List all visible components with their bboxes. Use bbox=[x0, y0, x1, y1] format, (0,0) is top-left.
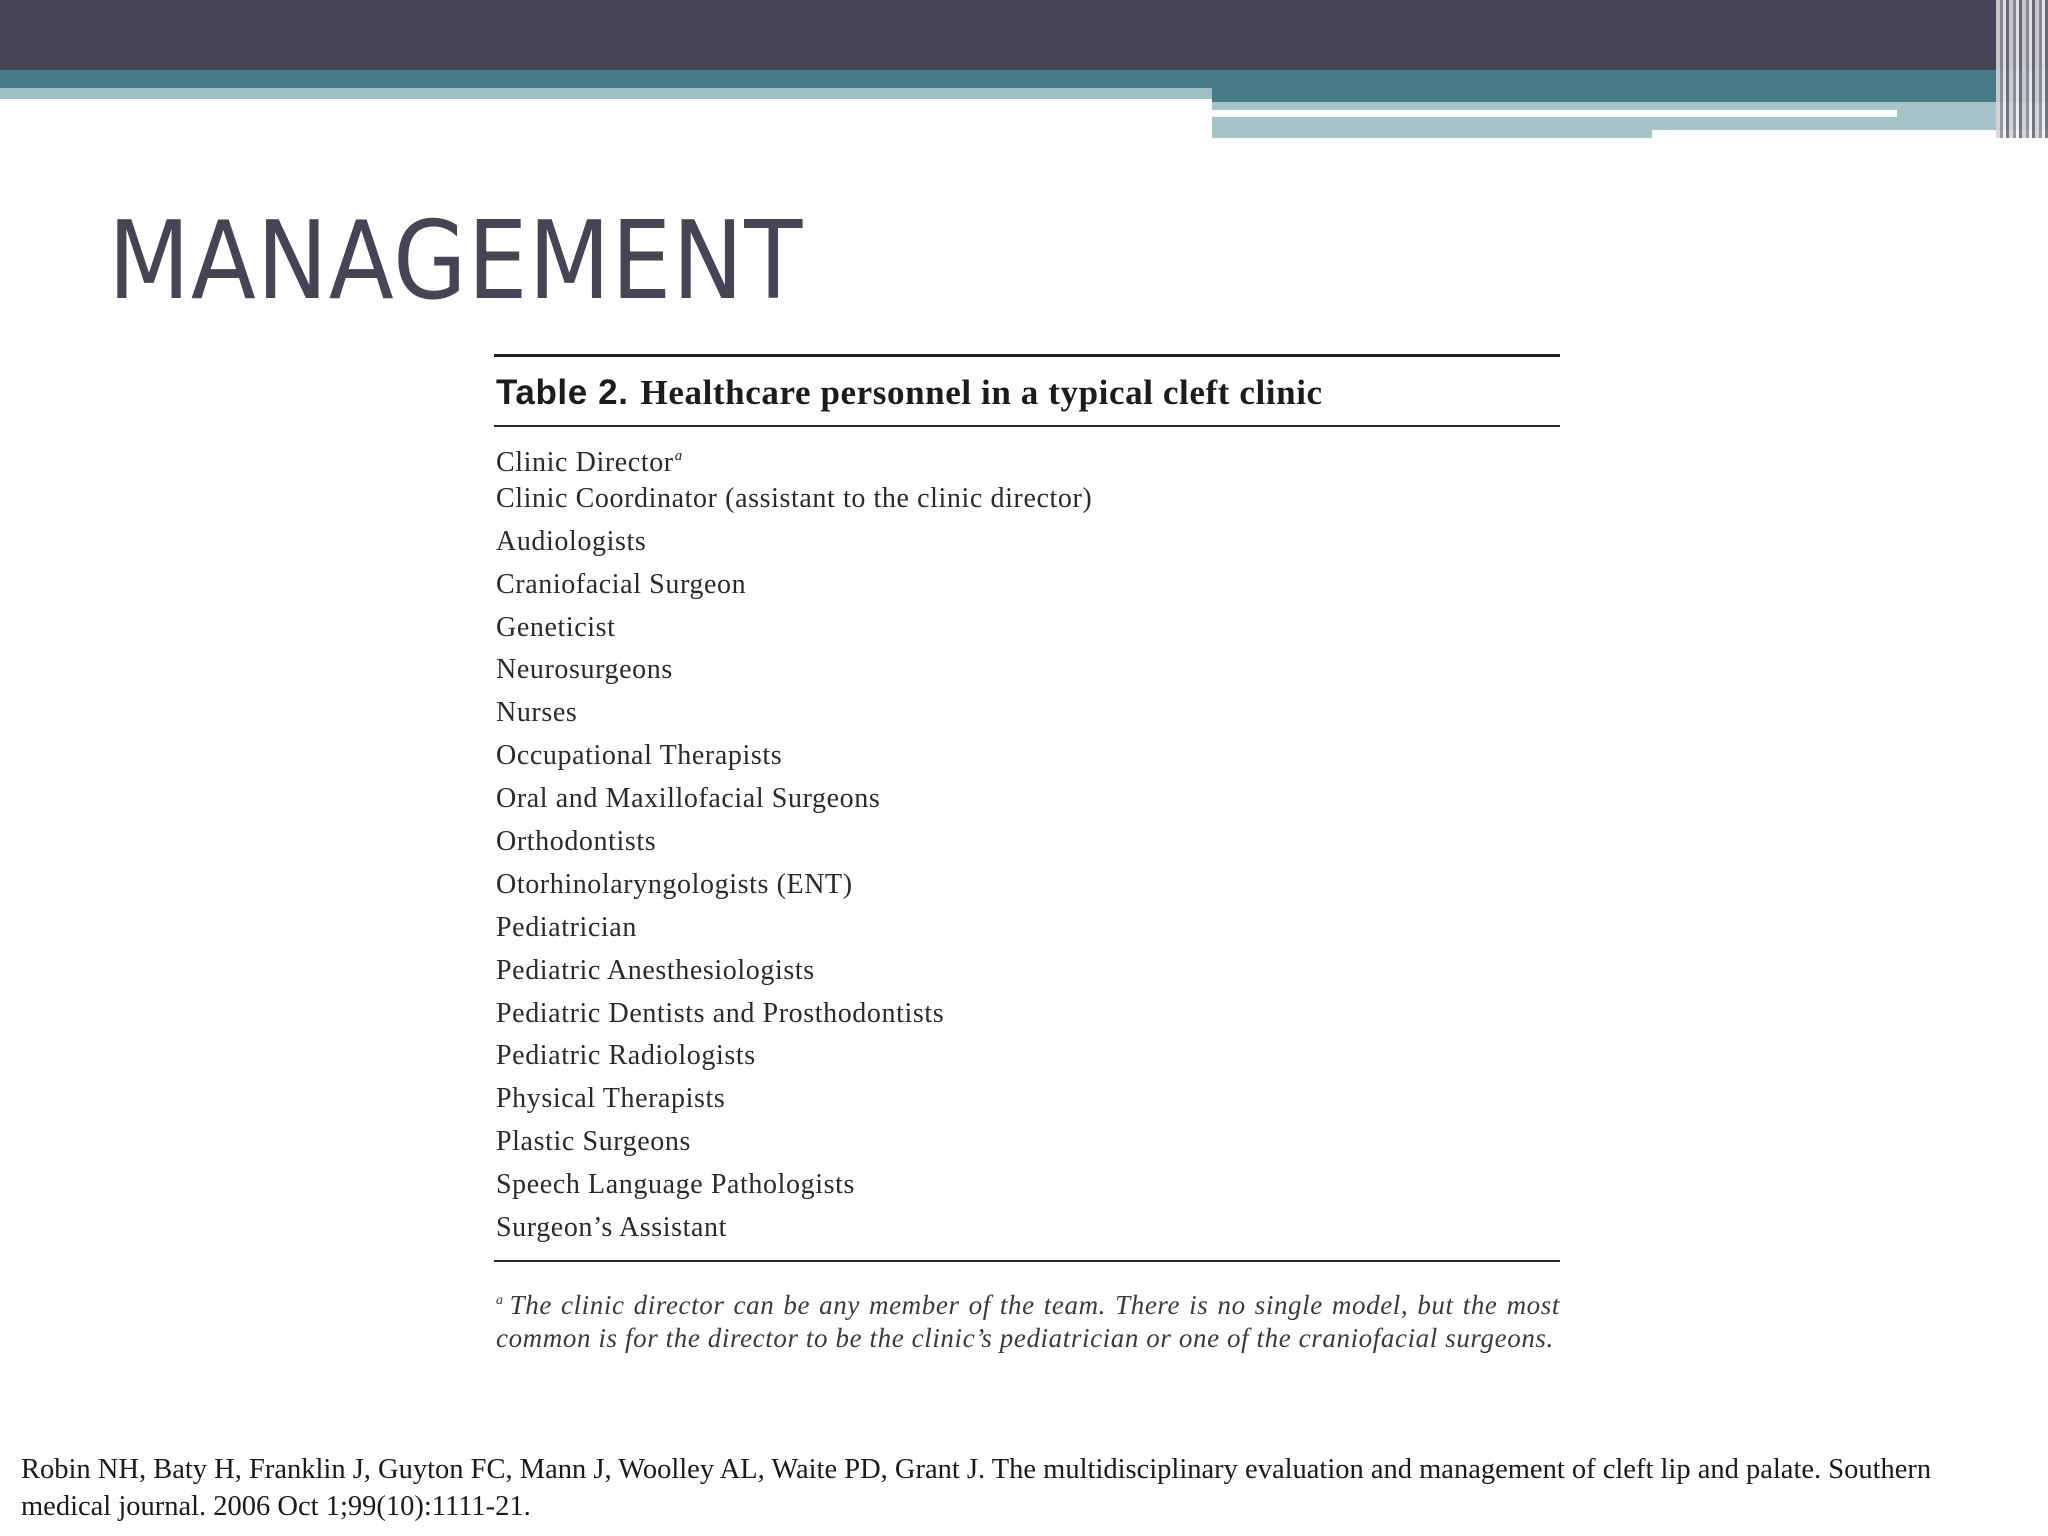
table-caption-label: Table 2. bbox=[496, 373, 629, 412]
header-band-light-left bbox=[0, 88, 1212, 99]
table-row: Pediatric Radiologists bbox=[496, 1040, 756, 1072]
table-row: Craniofacial Surgeon bbox=[496, 568, 747, 600]
slide-title: MANAGEMENT bbox=[108, 199, 804, 324]
table-top-rule bbox=[494, 354, 1560, 357]
table-row: Audiologists bbox=[496, 525, 647, 557]
table-bottom-rule bbox=[494, 1260, 1560, 1262]
footnote-marker: a bbox=[674, 448, 683, 464]
reference-citation: Robin NH, Baty H, Franklin J, Guyton FC, Mann J, Woolley AL, Waite PD, Grant J. The multidisciplinary evaluation and management of cleft lip and palate. Southern medical journal. 2006 Oct 1;99(10):1111-21. bbox=[21, 1454, 1932, 1522]
table-row: Clinic Coordinator (assistant to the clinic director) bbox=[496, 482, 1093, 514]
table-row: Occupational Therapists bbox=[496, 740, 783, 772]
table-row: Pediatric Anesthesiologists bbox=[496, 954, 815, 986]
header-band-white-line bbox=[1212, 110, 1897, 117]
table-footnote bbox=[496, 1284, 1560, 1355]
table-row: Otorhinolaryngologists (ENT) bbox=[496, 868, 853, 900]
table-row: Pediatrician bbox=[496, 911, 637, 943]
personnel-table bbox=[494, 354, 1560, 1355]
footnote-text: The clinic director can be any member of the team. There is no single model, but the most common is for the director to be the clinic’s pediatrician or one of the craniofacial surgeons. bbox=[496, 1289, 1560, 1353]
header-band-dark bbox=[0, 0, 2048, 70]
header-stripes-decoration bbox=[1996, 0, 2048, 138]
table-row: Nurses bbox=[496, 697, 578, 729]
table-row: Physical Therapists bbox=[496, 1083, 726, 1115]
table-row: Clinic Director$^a$ bbox=[496, 447, 683, 478]
table-caption-text: Healthcare personnel in a typical cleft clinic bbox=[640, 373, 1323, 412]
table-row: Orthodontists bbox=[496, 826, 657, 858]
table-row: Surgeon’s Assistant bbox=[496, 1212, 728, 1244]
table-row: Neurosurgeons bbox=[496, 654, 673, 686]
table-row: Oral and Maxillofacial Surgeons bbox=[496, 783, 881, 815]
header-band-teal-right bbox=[1212, 88, 2048, 102]
footnote-marker: a bbox=[496, 1292, 504, 1308]
table-row: Speech Language Pathologists bbox=[496, 1169, 855, 1201]
header-band-teal bbox=[0, 70, 2048, 88]
table-rows bbox=[494, 427, 1560, 1260]
table-row: Plastic Surgeons bbox=[496, 1126, 691, 1158]
table-row: Pediatric Dentists and Prosthodontists bbox=[496, 997, 945, 1029]
table-caption bbox=[496, 373, 1560, 413]
header-band-white-line-short bbox=[1652, 130, 2048, 138]
table-row: Geneticist bbox=[496, 611, 616, 643]
